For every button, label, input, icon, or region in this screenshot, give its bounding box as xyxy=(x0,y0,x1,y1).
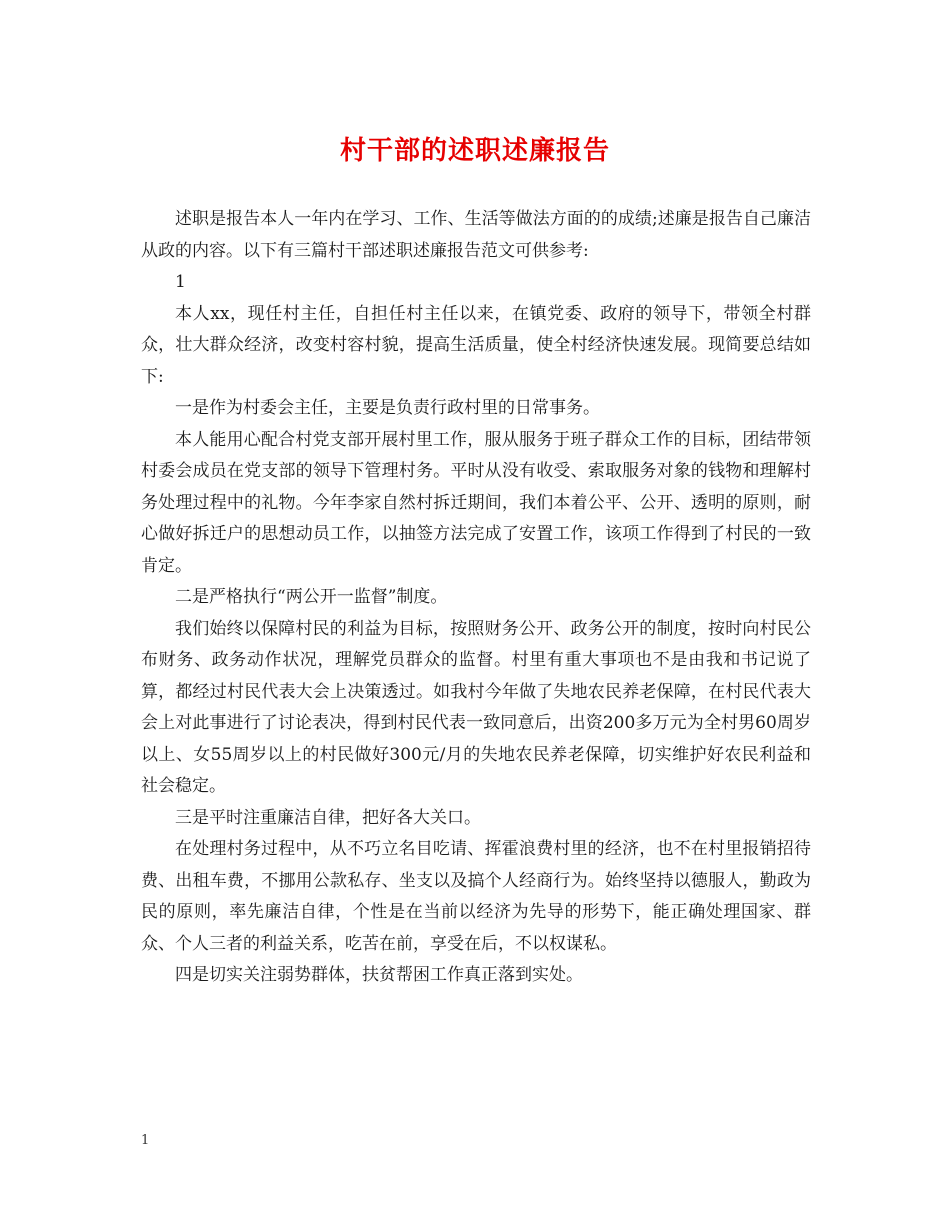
paragraph-point-3: 在处理村务过程中，从不巧立名目吃请、挥霍浪费村里的经济，也不在村里报销招待费、出租车费，不挪用公款私存、坐支以及搞个人经商行为。始终坚持以德服人，勤政为民的原则，率先廉洁自律，个性是在当前以经济为先导的形势下，能正确处理国家、群众、个人三者的利益关系，吃苦在前，享受在后，不以权谋私。 xyxy=(141,839,811,954)
page-number: 1 xyxy=(141,1133,150,1148)
section-number: 1 xyxy=(175,272,186,292)
point-heading-2: 二是严格执行“两公开一监督”制度。 xyxy=(175,587,448,607)
paragraph-point-2: 我们始终以保障村民的利益为目标，按照财务公开、政务公开的制度，按时向村民公布财务、政务动作状况，理解党员群众的监督。村里有重大事项也不是由我和书记说了算，都经过村民代表大会上决策透过。如我村今年做了失地农民养老保障，在村民代表大会上对此事进行了讨论表决，得到村民代表一致同意后，出资200多万元为全村男60周岁以上、女55周岁以上的村民做好300元/月的失地农民养老保障，切实维护好农民利益和社会稳定。 xyxy=(141,618,811,796)
paragraph-self-intro: 本人xx，现任村主任，自担任村主任以来，在镇党委、政府的领导下，带领全村群众，壮大群众经济，改变村容村貌，提高生活质量，使全村经济快速发展。现简要总结如下: xyxy=(141,303,811,387)
paragraph-point-1: 本人能用心配合村党支部开展村里工作，服从服务于班子群众工作的目标，团结带领村委会成员在党支部的领导下管理村务。平时从没有收受、索取服务对象的钱物和理解村务处理过程中的礼物。今年李家自然村拆迁期间，我们本着公平、公开、透明的原则，耐心做好拆迁户的思想动员工作，以抽签方法完成了安置工作，该项工作得到了村民的一致肯定。 xyxy=(141,429,811,576)
document-title: 村干部的述职述廉报告 xyxy=(339,136,610,166)
point-heading-3: 三是平时注重廉洁自律，把好各大关口。 xyxy=(175,807,481,828)
paragraph-intro: 述职是报告本人一年内在学习、工作、生活等做法方面的的成绩;述廉是报告自己廉洁从政的内容。以下有三篇村干部述职述廉报告范文可供参考: xyxy=(141,209,811,261)
point-heading-4: 四是切实关注弱势群体，扶贫帮困工作真正落到实处。 xyxy=(175,965,583,985)
point-heading-1: 一是作为村委会主任，主要是负责行政村里的日常事务。 xyxy=(175,398,600,418)
document-body xyxy=(141,204,811,992)
